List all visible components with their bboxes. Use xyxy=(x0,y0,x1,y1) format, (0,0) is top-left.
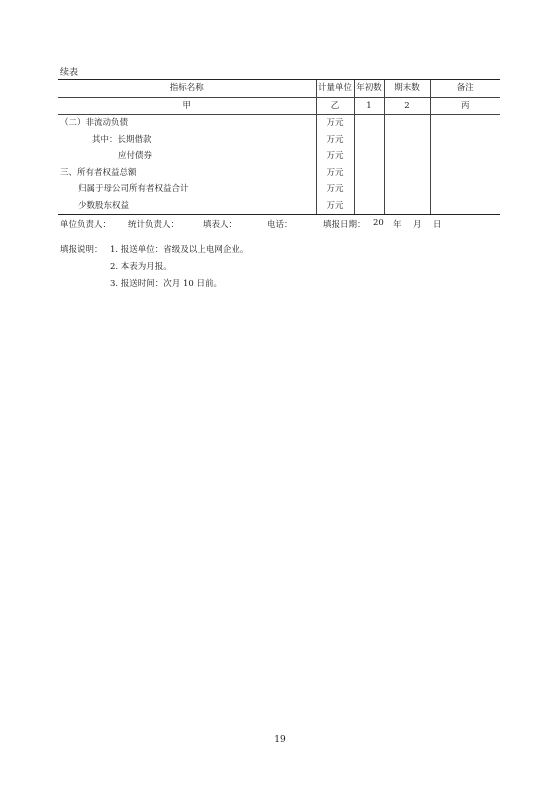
row-remark xyxy=(430,165,500,182)
code-note: 丙 xyxy=(430,97,500,115)
header-unit: 计量单位 xyxy=(316,80,354,98)
table-row xyxy=(58,165,500,182)
page-number: 19 xyxy=(274,735,286,745)
code-unit: 乙 xyxy=(316,97,354,115)
stat-head-label: 统计负责人： xyxy=(128,220,180,230)
note-item: 3. 报送时间：次月 10 日前。 xyxy=(110,279,223,289)
note-item: 2. 本表为月报。 xyxy=(110,262,172,272)
row-end-value xyxy=(384,148,430,165)
row-start-value xyxy=(354,198,384,215)
year-label: 年 xyxy=(393,220,402,230)
header-indicator-name: 指标名称 xyxy=(58,80,316,98)
row-name: 少数股东权益 xyxy=(58,198,316,215)
row-remark xyxy=(430,132,500,149)
table-row xyxy=(58,181,500,198)
filler-label: 填表人： xyxy=(203,220,238,230)
report-table xyxy=(58,79,500,215)
month-label: 月 xyxy=(413,220,422,230)
row-name: 应付债券 xyxy=(118,151,153,161)
row-end-value xyxy=(384,181,430,198)
table-row xyxy=(58,148,500,165)
header-start-value: 年初数 xyxy=(354,80,384,98)
row-unit: 万元 xyxy=(316,181,354,198)
code-name: 甲 xyxy=(58,97,316,115)
header-remark: 备注 xyxy=(430,80,500,98)
phone-label: 电话： xyxy=(267,220,293,230)
row-unit: 万元 xyxy=(316,165,354,182)
row-end-value xyxy=(384,115,430,132)
row-start-value xyxy=(354,132,384,149)
table-code-row xyxy=(58,97,500,115)
row-remark xyxy=(430,181,500,198)
table-row xyxy=(58,198,500,215)
row-end-value xyxy=(384,165,430,182)
note-item: 1. 报送单位：省级及以上电网企业。 xyxy=(110,245,249,255)
code-start: 1 xyxy=(354,97,384,115)
row-unit: 万元 xyxy=(316,132,354,149)
notes-title: 填报说明： xyxy=(60,245,103,255)
row-start-value xyxy=(354,148,384,165)
row-remark xyxy=(430,115,500,132)
continuation-label: 续表 xyxy=(60,68,79,78)
year-prefix: 20 xyxy=(373,218,384,228)
row-unit: 万元 xyxy=(316,115,354,132)
table-row xyxy=(58,132,500,149)
row-name: 归属于母公司所有者权益合计 xyxy=(78,184,189,194)
day-label: 日 xyxy=(433,220,442,230)
row-start-value xyxy=(354,181,384,198)
row-unit: 万元 xyxy=(316,148,354,165)
table-row xyxy=(58,115,500,132)
fill-date-label: 填报日期： xyxy=(323,220,366,230)
unit-head-label: 单位负责人： xyxy=(60,220,112,230)
row-name: 三、所有者权益总额 xyxy=(60,167,137,178)
row-remark xyxy=(430,198,500,215)
row-remark xyxy=(430,148,500,165)
header-end-value: 期末数 xyxy=(384,80,430,98)
row-end-value xyxy=(384,132,430,149)
code-end: 2 xyxy=(384,97,430,115)
row-name: 其中：长期借款 xyxy=(92,134,152,145)
row-start-value xyxy=(354,115,384,132)
row-start-value xyxy=(354,165,384,182)
row-name: （二）非流动负债 xyxy=(60,118,129,128)
row-end-value xyxy=(384,198,430,215)
table-header-row xyxy=(58,80,500,98)
row-unit: 万元 xyxy=(316,198,354,215)
